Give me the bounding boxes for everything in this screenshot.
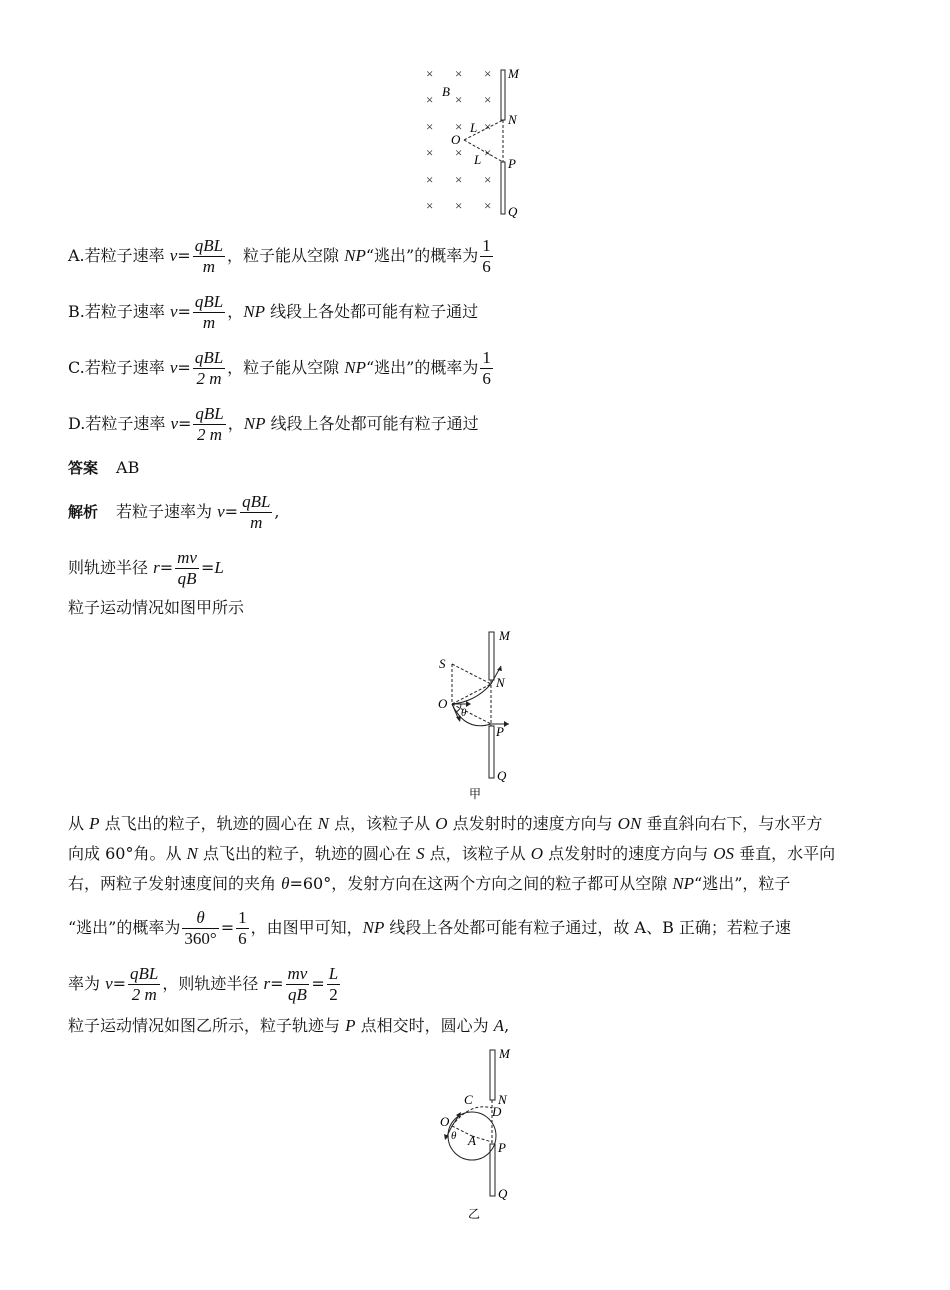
analysis-line-2: 则轨迹半径 r= $\frac{mv}{qB}$ =L [68,548,224,588]
fraction: $\frac{L}{2}$ [328,964,339,1004]
analysis-line-3: 粒子运动情况如图甲所示 [68,598,245,617]
analysis-line-1: 解析 若粒子速率为 v= $\frac{\text{qBL}}{m}$ , [68,492,280,532]
label-Q: Q [508,204,518,219]
para-line-4: “逃出”的概率为 $\frac{\theta}{360^\circ}$ = $\frac{1}{6}$ ，由图甲可知，NP 线段上各处都可能有粒子通过，故 A、B 正确；若粒子速 [68,908,791,948]
cross-mark: × [484,92,492,107]
fraction: $\frac{\text{qBL}}{2 m}$ [130,964,159,1004]
arrowhead [466,701,471,707]
fraction: $\frac{\text{qBL}}{2 m}$ [194,348,224,388]
arrowhead [504,721,509,727]
label-M: M [508,66,519,81]
analysis-label: 解析 [68,503,99,521]
cross-mark: × [455,92,463,107]
cross-mark: × [426,172,434,187]
fraction: $\frac{mv}{qB}$ [177,548,197,588]
fraction: $\frac{\text{qBL}}{m}$ [194,236,224,276]
option-A: A.若粒子速率 v= $\frac{\text{qBL}}{m}$ ，粒子能从空隙 NP“逃出”的概率为 $\frac{1}{6}$ [68,236,491,276]
fraction: $\frac{\theta}{360^\circ}$ [184,908,217,948]
label-L-lower: L [474,152,482,167]
figure-jia [425,624,535,802]
para-line-2: 向成 60°角。从 N 点飞出的粒子，轨迹的圆心在 S 点，该粒子从 O 点发射时的速度方向与 OS 垂直，水平向 [68,844,836,863]
label-N: N [496,675,505,690]
cross-mark: × [484,119,492,134]
label-S: S [439,656,446,671]
plate-MN [490,1050,495,1100]
label-P: P [496,724,504,739]
para-line-3: 右，两粒子发射速度间的夹角 θ=60°，发射方向在这两个方向之间的粒子都可从空隙 NP“逃出”，粒子 [68,874,791,893]
label-O: O [440,1114,450,1129]
dashed-SN [452,664,491,684]
figure-yi [430,1044,530,1224]
option-C: C.若粒子速率 v= $\frac{\text{qBL}}{2 m}$ ，粒子能从空隙 NP“逃出”的概率为 $\frac{1}{6}$ [68,348,491,388]
cross-mark: × [455,66,463,81]
label-M: M [499,628,510,643]
cross-mark: × [426,119,434,134]
cross-mark: × [426,92,434,107]
option-B: B.若粒子速率 v= $\frac{\text{qBL}}{m}$ ，NP 线段上各处都可能有粒子通过 [68,292,479,332]
cross-mark: × [455,119,463,134]
fraction: $\frac{1}{6}$ [238,908,247,948]
label-P: P [508,156,516,171]
label-O: O [451,132,461,147]
plate-PQ [501,162,505,214]
para-line-6: 粒子运动情况如图乙所示，粒子轨迹与 P 点相交时，圆心为 A, [68,1016,510,1035]
plate-MN [489,632,494,680]
label-N: N [498,1092,507,1107]
answer-label: 答案 [68,459,99,477]
label-Q: Q [497,768,507,783]
label-A: A [468,1133,476,1148]
cross-mark: × [484,145,492,160]
fraction: $\frac{1}{6}$ [482,236,491,276]
figure-magnetic-field [410,62,540,224]
cross-mark: × [426,198,434,213]
plate-MN [501,70,505,120]
answer-value: AB [116,458,140,477]
cross-mark: × [455,198,463,213]
fraction: $\frac{\text{qBL}}{2 m}$ [195,404,224,444]
figure-caption: 乙 [468,1207,481,1221]
cross-mark: × [455,145,463,160]
label-D: D [492,1104,502,1119]
label-C: C [464,1092,473,1107]
cross-mark: × [484,172,492,187]
label-Q: Q [498,1186,508,1201]
dashed-ON [452,684,491,704]
para-line-5: 率为 v= $\frac{\text{qBL}}{2 m}$ ，则轨迹半径 r= $\frac{mv}{qB}$ = $\frac{L}{2}$ [68,964,339,1004]
label-theta: θ [451,1130,457,1142]
cross-mark: × [484,198,492,213]
arrowhead [497,666,502,671]
answer-line [68,458,139,478]
cross-mark: × [426,145,434,160]
para-line-1: 从 P 点飞出的粒子，轨迹的圆心在 N 点，该粒子从 O 点发射时的速度方向与 ON 垂直斜向右下，与水平方 [68,814,823,833]
label-L-upper: L [470,120,478,135]
label-B: B [442,84,450,99]
fraction: $\frac{1}{6}$ [482,348,491,388]
figure-caption: 甲 [469,787,482,801]
label-N: N [508,112,517,127]
fraction: $\frac{mv}{qB}$ [287,964,308,1004]
label-O: O [438,696,448,711]
option-D: D.若粒子速率 v= $\frac{\text{qBL}}{2 m}$ ，NP 线段上各处都可能有粒子通过 [68,404,479,444]
fraction: $\frac{\text{qBL}}{m}$ [242,492,271,532]
plate-PQ [489,726,494,778]
cross-mark: × [426,66,434,81]
label-M: M [499,1046,510,1061]
cross-mark: × [484,66,492,81]
cross-mark: × [455,172,463,187]
label-P: P [498,1140,506,1155]
plate-PQ [490,1144,495,1196]
fraction: $\frac{\text{qBL}}{m}$ [194,292,224,332]
label-theta: θ [461,707,467,719]
